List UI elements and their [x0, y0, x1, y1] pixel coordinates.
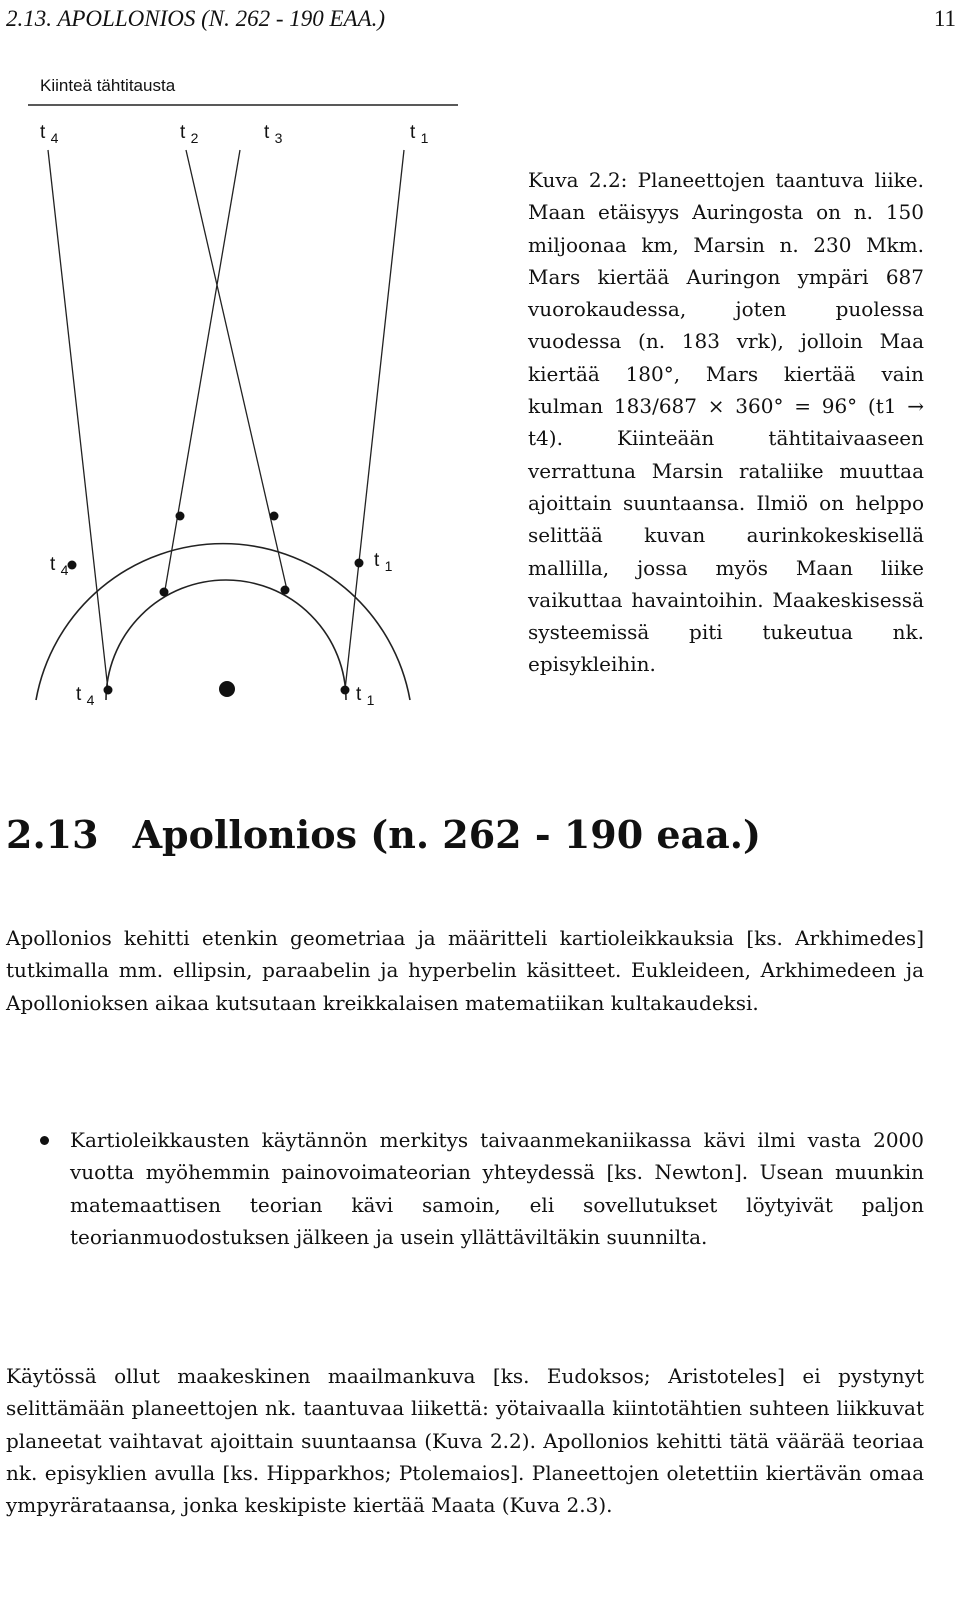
sight-line-t4 — [48, 150, 108, 690]
sun — [219, 681, 235, 697]
paragraph-apollonios-geometry: Apollonios kehitti etenkin geometriaa ja määritteli kartioleikkauksia [ks. Arkhimedes] tutkimalla mm. ellipsin, paraabelin ja hyperbelin käsitteet. Eukleideen, Arkhimedeen ja Apollonioksen aikaa kutsutaan kreikkalaisen matematiikan kultakaudeksi. — [6, 926, 924, 1015]
sky-label-t1: t $_1$ — [410, 122, 429, 146]
bullet-list — [6, 1124, 924, 1253]
retrograde-motion-figure — [0, 60, 480, 760]
chapter-title: 2.13. APOLLONIOS (N. 262 - 190 EAA.) — [6, 6, 386, 31]
mars-position-t2 — [176, 512, 185, 521]
figure-caption-text: Kuva 2.2: Planeettojen taantuva liike. Maan etäisyys Auringosta on n. 150 miljoonaa km, Marsin n. 230 Mkm. Mars kiertää Auringon ympäri 687 vuorokaudessa, joten puolessa vuodessa (n. 183 vrk), jolloin Maa kiertää 180°, Mars kiertää vain kulman 183/687 × 360° = 96° (t1 → t4). Kiinteään tähtitaivaaseen verrattuna Marsin rataliike muuttaa ajoittain suuntaansa. Ilmiö on helppo selittää kuvan aurinkokeskisellä mallilla, jossa myös Maan liike vaikuttaa havaintoihin. Maakeskisessä systeemissä piti tukeutua nk. episykleihin. — [528, 168, 924, 677]
earth-position-t2 — [160, 588, 169, 597]
sky-label-t2: t $_2$ — [180, 122, 199, 146]
earth-label-t1: t $_1$ — [356, 684, 375, 708]
earth-position-t4 — [104, 686, 113, 695]
running-head — [6, 6, 956, 36]
mars-position-t3 — [270, 512, 279, 521]
mars-position-t4 — [68, 561, 77, 570]
sight-line-t2 — [186, 150, 287, 590]
sight-line-t1 — [345, 150, 404, 690]
page-number: 11 — [933, 6, 956, 31]
sky-label-t4: t $_4$ — [40, 122, 59, 146]
earth-position-t1 — [341, 686, 350, 695]
earth-position-t3 — [281, 586, 290, 595]
orbit-diagram — [0, 60, 480, 760]
figure-title: Kiinteä tähtitausta — [40, 76, 176, 95]
bullet-text: Kartioleikkausten käytännön merkitys taivaanmekaniikassa kävi ilmi vasta 2000 vuotta myöhemmin painovoimateorian yhteydessä [ks. Newton]. Usean muunkin matemaattisen teorian kävi samoin, eli sovellutukset löytyivät paljon teorianmuodostuksen jälkeen ja usein yllättäviltäkin suunnilta. — [70, 1128, 924, 1249]
bullet-icon — [40, 1136, 49, 1145]
sky-label-t3: t $_3$ — [264, 122, 283, 146]
list-item — [6, 1124, 924, 1253]
figure-caption — [528, 164, 924, 681]
mars-label-t4: t $_4$ — [50, 554, 69, 578]
mars-orbit-arc — [36, 544, 410, 700]
section-title: Apollonios (n. 262 - 190 eaa.) — [132, 812, 762, 857]
mars-label-t1: t $_1$ — [374, 550, 393, 574]
paragraph-geocentric-model: Käytössä ollut maakeskinen maailmankuva [ks. Eudoksos; Aristoteles] ei pystynyt selittämään planeettojen nk. taantuvaa liikettä: yötaivaalla kiintotähtien suhteen liikkuvat planeetat vaihtavat ajoittain suuntaansa (Kuva 2.2). Apollonios kehitti tätä väärää teoriaa nk. episyklien avulla [ks. Hipparkhos; Ptolemaios]. Planeettojen oletettiin kiertävän omaa ympyrärataansa, jonka keskipiste kiertää Maata (Kuva 2.3). — [6, 1364, 924, 1518]
mars-position-t1 — [355, 559, 364, 568]
section-number: 2.13 — [6, 812, 99, 857]
earth-label-t4: t $_4$ — [76, 684, 95, 708]
sight-line-t3 — [165, 150, 240, 590]
section-heading — [6, 812, 761, 857]
